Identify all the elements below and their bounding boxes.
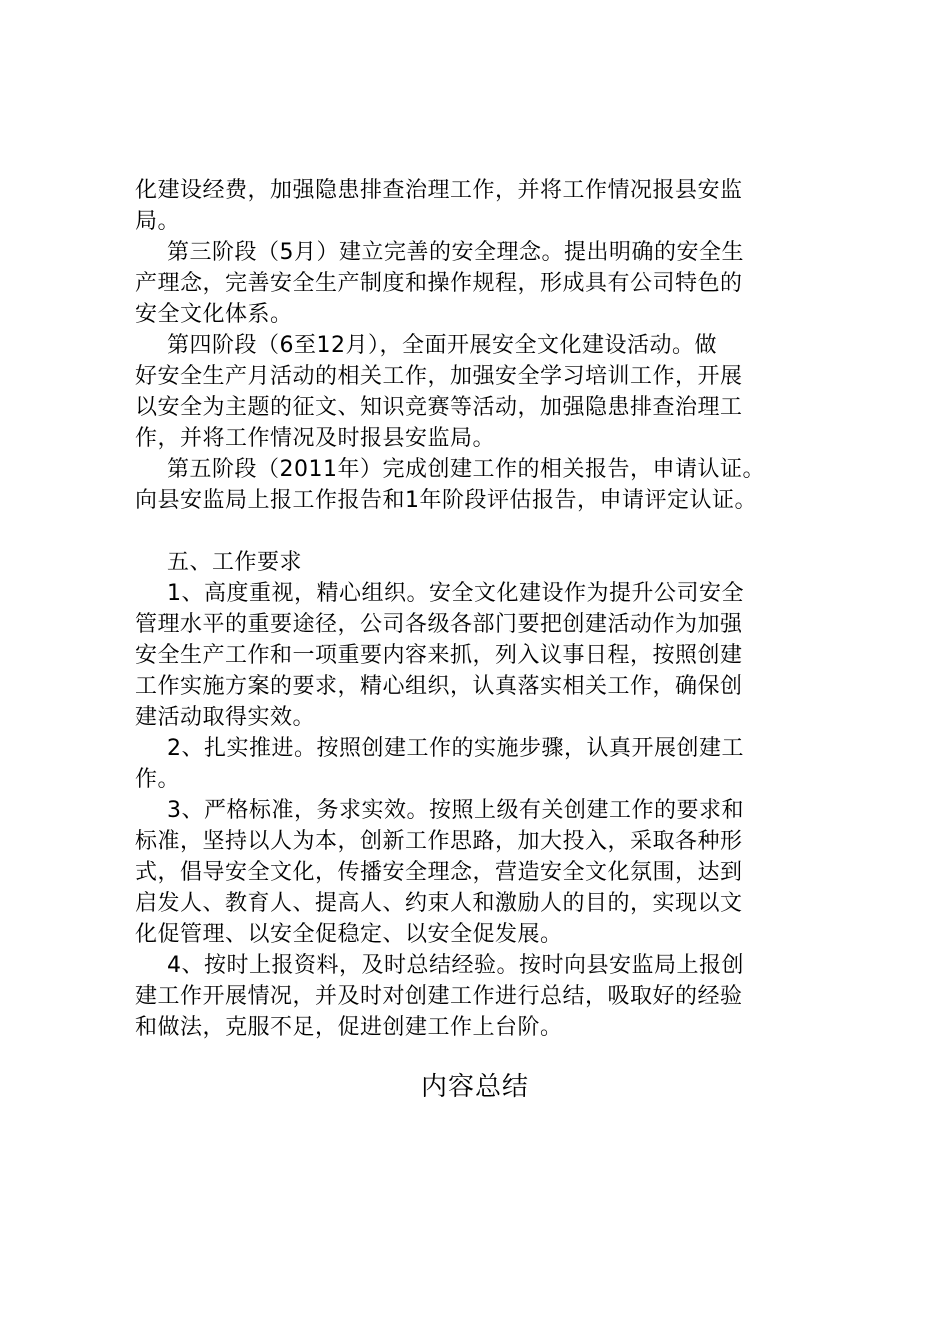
text-line: 好安全生产月活动的相关工作，加强安全学习培训工作，开展 <box>135 364 743 389</box>
text-line: 作。 <box>135 767 181 792</box>
text-line: 式，倡导安全文化，传播安全理念，营造安全文化氛围，达到 <box>135 860 743 885</box>
text-line: 安全生产工作和一项重要内容来抓，列入议事日程，按照创建 <box>135 643 743 668</box>
text-line: 化建设经费，加强隐患排查治理工作，并将工作情况报县安监 <box>135 178 743 203</box>
document-body <box>135 175 825 1043</box>
text-line: 管理水平的重要途径，公司各级各部门要把创建活动作为加强 <box>135 612 743 637</box>
text-line: 4、按时上报资料，及时总结经验。按时向县安监局上报创 <box>167 953 744 978</box>
text-line: 3、严格标准，务求实效。按照上级有关创建工作的要求和 <box>167 798 744 823</box>
text-line: 向县安监局上报工作报告和1年阶段评估报告，申请评定认证。 <box>135 488 757 513</box>
text-line: 安全文化体系。 <box>135 302 293 327</box>
text-line: 标准，坚持以人为本，创新工作思路，加大投入，采取各种形 <box>135 829 743 854</box>
text-line: 局。 <box>135 209 181 234</box>
text-line: 第三阶段（5月）建立完善的安全理念。提出明确的安全生 <box>167 240 744 265</box>
summary-heading: 内容总结 <box>420 1072 529 1102</box>
text-line: 建工作开展情况，并及时对创建工作进行总结，吸取好的经验 <box>135 984 743 1009</box>
text-line: 工作实施方案的要求，精心组织，认真落实相关工作，确保创 <box>135 674 743 699</box>
text-line: 产理念，完善安全生产制度和操作规程，形成具有公司特色的 <box>135 271 743 296</box>
text-line: 建活动取得实效。 <box>135 705 316 730</box>
text-line: 和做法，克服不足，促进创建工作上台阶。 <box>135 1015 563 1040</box>
text-line: 作，并将工作情况及时报县安监局。 <box>135 426 496 451</box>
text-line: 启发人、教育人、提高人、约束人和激励人的目的，实现以文 <box>135 891 743 916</box>
text-line: 1、高度重视，精心组织。安全文化建设作为提升公司安全 <box>167 581 744 606</box>
text-line: 以安全为主题的征文、知识竞赛等活动，加强隐患排查治理工 <box>135 395 743 420</box>
text-line: 第五阶段（2011年）完成创建工作的相关报告，申请认证。 <box>167 457 765 482</box>
text-line: 化促管理、以安全促稳定、以安全促发展。 <box>135 922 563 947</box>
text-line: 2、扎实推进。按照创建工作的实施步骤，认真开展创建工 <box>167 736 744 761</box>
text-line: 第四阶段（6至12月），全面开展安全文化建设活动。做 <box>167 333 717 358</box>
text-line: 五、工作要求 <box>167 550 303 575</box>
blank-line <box>135 516 825 547</box>
